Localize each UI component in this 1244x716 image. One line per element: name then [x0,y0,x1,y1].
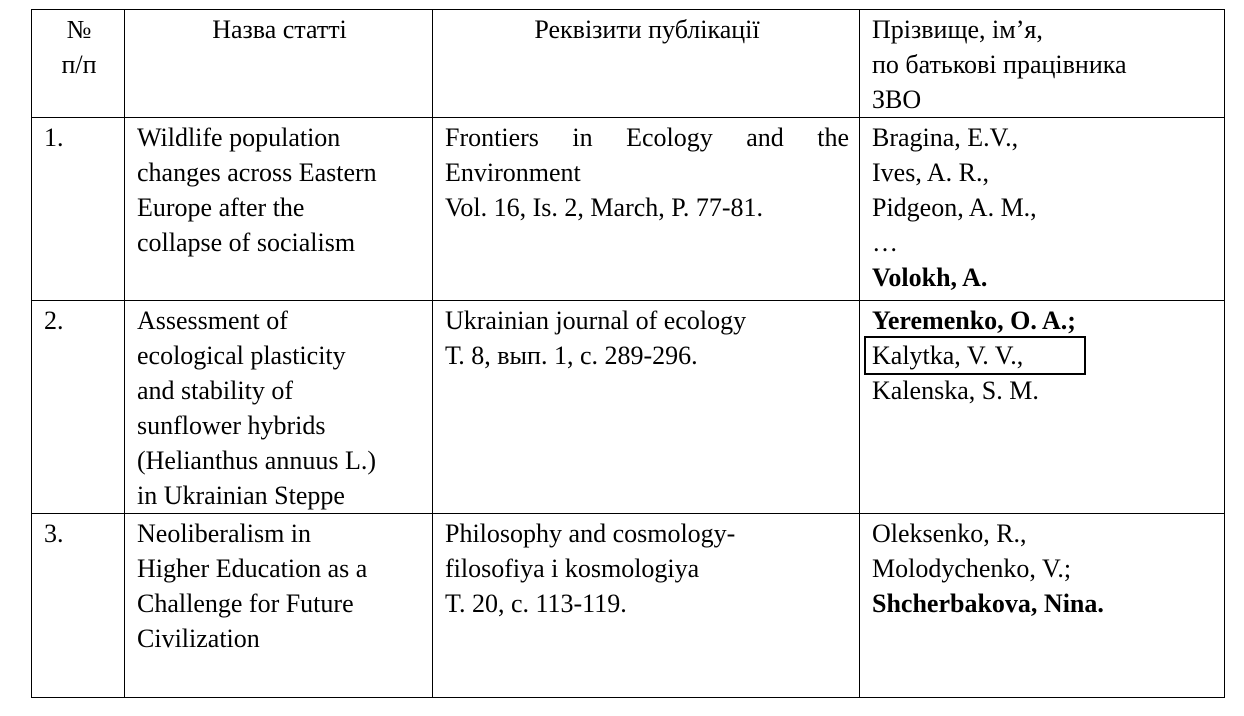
highlighted-author: Volokh, A. [872,263,988,292]
highlighted-author: Yeremenko, O. A.; [872,306,1076,335]
row-title: Wildlife population changes across Eastern Europe after the collapse of socialism [125,118,433,301]
highlighted-author: Shcherbakova, Nina. [872,589,1104,618]
table-row [32,514,1225,698]
row-authors: Oleksenko, R., Molodychenko, V.; Shcherbakova, Nina. [860,514,1225,698]
row-publication: Ukrainian journal of ecology Т. 8, вып. 1, с. 289-296. [433,301,860,514]
row-title: Assessment of ecological plasticity and stability of sunflower hybrids (Helianthus annuus L.) in Ukrainian Steppe [125,301,433,514]
table-row [32,118,1225,301]
table-row [32,301,1225,514]
row-number: 3. [32,514,125,698]
row-title: Neoliberalism in Higher Education as a Challenge for Future Civilization [125,514,433,698]
table-header-row [32,10,1225,118]
boxed-author: Kalytka, V. V., [866,338,1084,373]
header-number: № п/п [32,10,125,118]
publications-table [31,9,1225,698]
row-number: 2. [32,301,125,514]
row-authors: Yeremenko, O. A.; Kalytka, V. V., Kalenska, S. M. [860,301,1225,514]
row-authors: Bragina, E.V., Ives, A. R., Pidgeon, A. M., … Volokh, A. [860,118,1225,301]
header-publication: Реквізити публікації [433,10,860,118]
row-number: 1. [32,118,125,301]
row-publication: Frontiers in Ecology and the Environment Vol. 16, Is. 2, March, P. 77-81. [433,118,860,301]
header-author: Прізвище, ім’я, по батькові працівника ЗВО [860,10,1225,118]
row-publication: Philosophy and cosmology- filosofiya i kosmologiya T. 20, c. 113-119. [433,514,860,698]
header-title: Назва статті [125,10,433,118]
